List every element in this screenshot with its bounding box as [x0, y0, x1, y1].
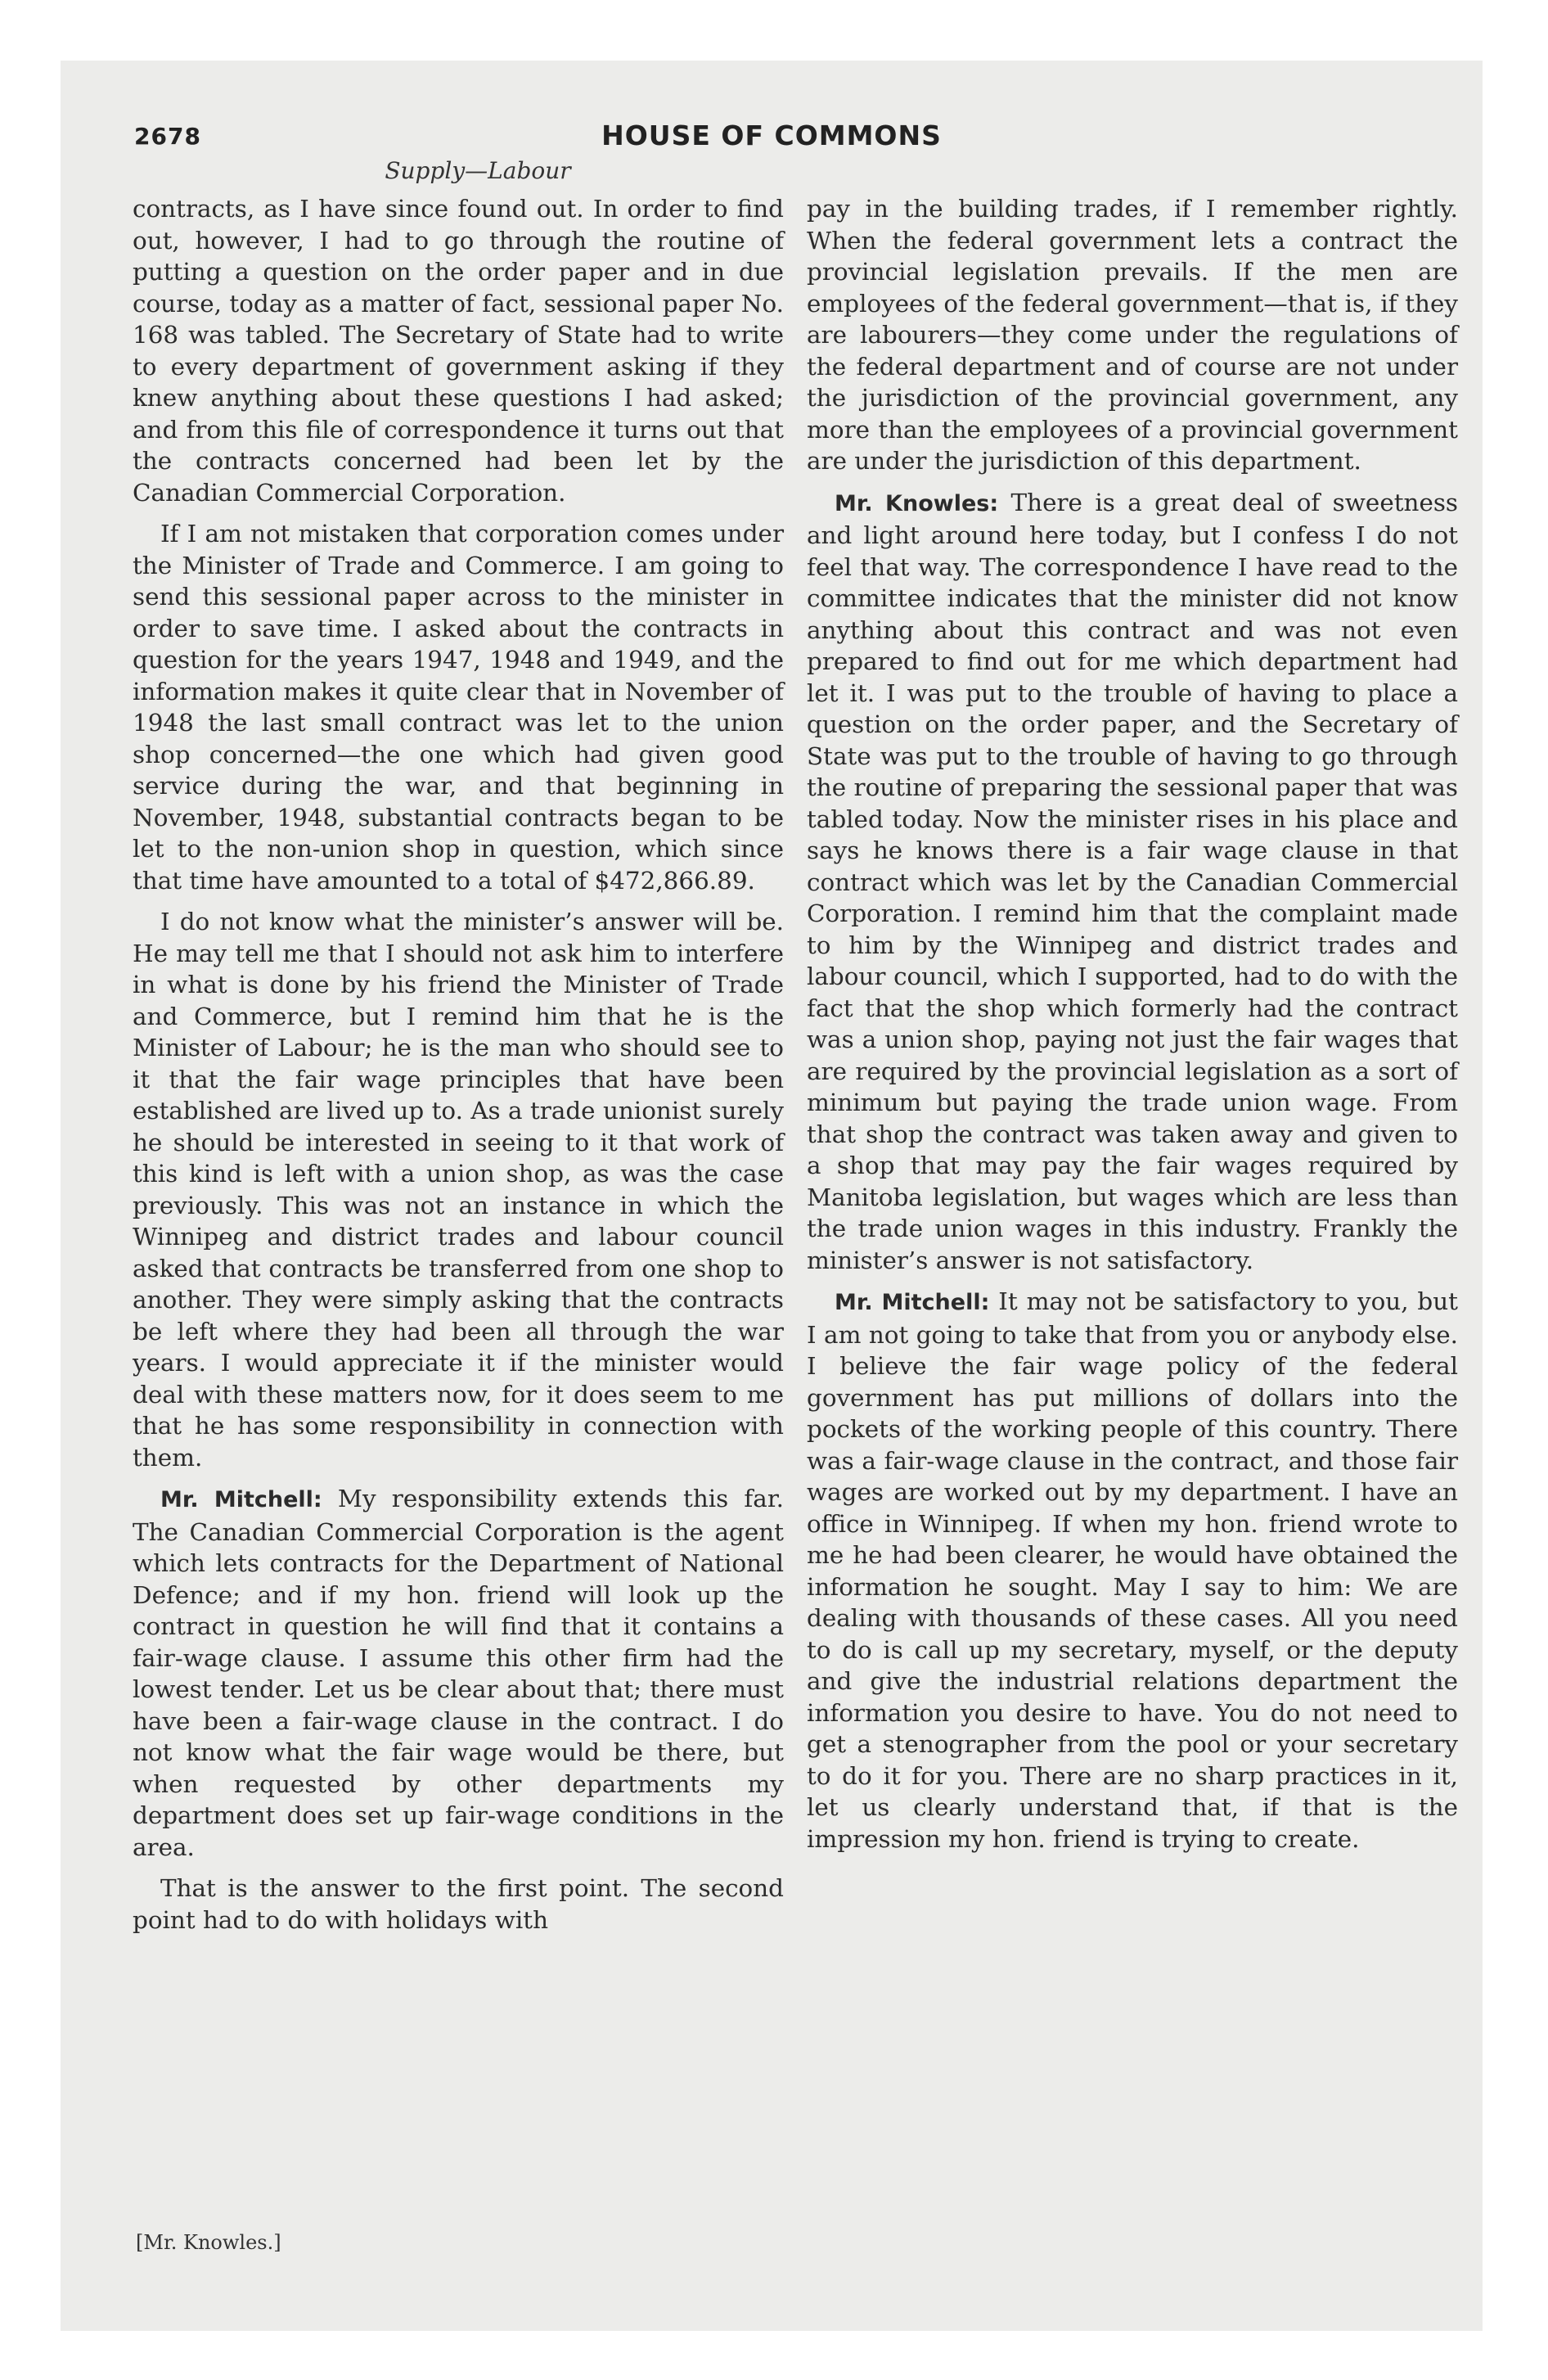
- paragraph: I do not know what the minister’s answer will be. He may tell me that I should not ask him to interfere in what is done by his friend the Minister of Trade and Commerce, but I remind him that he is the Minister of Labour; he is the man who should see to it that the fair wage principles that have been established are lived up to. As a trade unionist surely he should be interested in seeing to it that work of this kind is left with a union shop, as was the case previously. This was not an instance in which the Winnipeg and district trades and labour council asked that contracts be transferred from one shop to another. They were simply asking that the contracts be left where they had been all through the war years. I would appreciate it if the minister would deal with these matters now, for it does seem to me that he has some responsibility in connection with them.: [133, 908, 784, 1472]
- paragraph: If I am not mistaken that corporation comes under the Minister of Trade and Commerce. I am going to send this sessional paper across to the minister in order to save time. I asked about the contracts in question for the years 1947, 1948 and 1949, and the information makes it quite clear that in November of 1948 the last small contract was let to the union shop concerned—the one which had given good service during the war, and that beginning in November, 1948, substantial contracts began to be let to the non-union shop in question, which since that time have amounted to a total of $472,866.89.: [133, 520, 784, 895]
- speech-paragraph: [807, 487, 1458, 1277]
- page-title: HOUSE OF COMMONS: [601, 119, 942, 151]
- speech-text: There is a great deal of sweetness and light around here today, but I confess I do not feel that way. The correspondence I have read to the committee indicates that the minister did not know anything about this contract and was not even prepared to find out for me which department had let it. I was put to the trouble of having to place a question on the order paper, and the Secretary of State was put to the trouble of having to go through the routine of preparing the sessional paper that was tabled today. Now the minister rises in his place and says he knows there is a fair wage clause in that contract which was let by the Canadian Commercial Corporation. I remind him that the complaint made to him by the Winnipeg and district trades and labour council, which I supported, had to do with the fact that the shop which formerly had the contract was a union shop, paying not just the fair wages that are required by the provincial legislation as a sort of minimum but paying the trade union wage. From that shop the contract was taken away and given to a shop that may pay the fair wages required by Manitoba legislation, but wages which are less than the trade union wages in this industry. Frankly the minister’s answer is not satisfactory.: [807, 488, 1459, 1274]
- paragraph: pay in the building trades, if I remember rightly. When the federal government lets a contract the provincial legislation prevails. If the men are employees of the federal government—that is, if they are labourers—they come under the regulations of the federal department and of course are not under the jurisdiction of the provincial government, any more than the employees of a provincial government are under the jurisdiction of this department.: [807, 195, 1458, 475]
- paragraph: That is the answer to the first point. The second point had to do with holidays with: [133, 1874, 784, 1934]
- speech-text: It may not be satisfactory to you, but I am not going to take that from you or anybody else. I believe the fair wage policy of the federal government has put millions of dollars into the pockets of the working people of this country. There was a fair-wage clause in the contract, and those fair wages are worked out by my department. I have an office in Winnipeg. If when my hon. friend wrote to me he had been clearer, he would have obtained the information he sought. May I say to him: We are dealing with thousands of these cases. All you need to do is call up my secretary, myself, or the deputy and give the industrial relations department the information you desire to have. You do not need to get a stenographer from the pool or your secretary to do it for you. There are no sharp practices in it, let us clearly understand that, if that is the impression my hon. friend is trying to create.: [807, 1287, 1458, 1853]
- right-column: [807, 193, 1458, 1864]
- speaker-name: Mr. Knowles:: [835, 490, 999, 516]
- speech-paragraph: [133, 1483, 784, 1863]
- speech-paragraph: [807, 1286, 1458, 1855]
- speech-text: My responsibility extends this far. The Canadian Commercial Corporation is the agent which lets contracts for the Department of National Defence; and if my hon. friend will look up the contract in question he will find that it contains a fair-wage clause. I assume this other firm had the lowest tender. Let us be clear about that; there must have been a fair-wage clause in the contract. I do not know what the fair wage would be there, but when requested by other departments my department does set up fair-wage conditions in the area.: [133, 1485, 784, 1861]
- speaker-name: Mr. Mitchell:: [835, 1290, 990, 1315]
- paragraph: contracts, as I have since found out. In order to find out, however, I had to go through the routine of putting a question on the order paper and in due course, today as a matter of fact, sessional paper No. 168 was tabled. The Secretary of State had to write to every department of government asking if they knew anything about these questions I had asked; and from this file of correspondence it turns out that the contracts concerned had been let by the Canadian Commercial Corporation.: [133, 195, 784, 507]
- footer-note: [Mr. Knowles.]: [136, 2231, 281, 2254]
- section-title: Supply—Labour: [385, 157, 571, 184]
- page-number: 2678: [134, 123, 201, 150]
- speaker-name: Mr. Mitchell:: [160, 1487, 322, 1512]
- left-column: [133, 193, 784, 1945]
- page: [61, 61, 1483, 2331]
